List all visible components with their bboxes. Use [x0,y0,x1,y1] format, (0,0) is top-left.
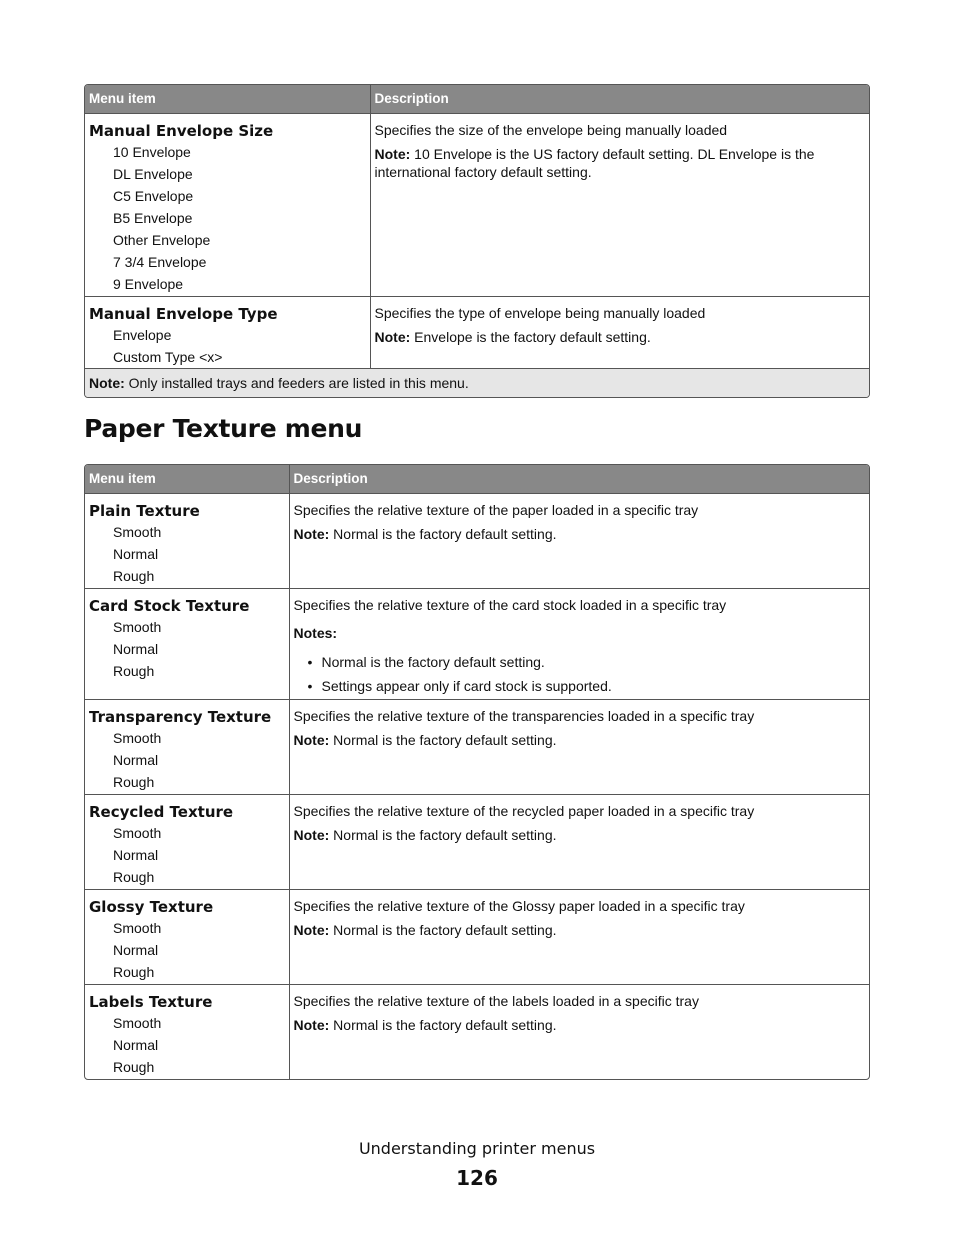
section-title: Paper Texture menu [84,414,363,443]
description-text: Specifies the relative texture of the transparencies loaded in a specific tray [293,707,755,724]
menu-item-cell [85,699,289,794]
note-label: Note: [374,328,411,345]
menu-item-name: Glossy Texture [89,897,214,916]
table-row [85,588,869,699]
note-label: Note: [293,525,330,542]
menu-option: Rough [113,567,155,584]
menu-option: Smooth [113,618,162,635]
menu-option: Smooth [113,729,162,746]
column-header-menu-item: Menu item [85,465,289,493]
note [294,1016,866,1034]
menu-option: Other Envelope [113,231,211,248]
notes-label: Notes: [293,624,338,641]
menu-option: Rough [113,868,155,885]
menu-option: Normal [113,545,159,562]
envelope-menu-table [84,84,870,398]
description-cell [370,113,869,296]
note [375,328,866,346]
column-header-menu-item: Menu item [85,85,370,113]
menu-item-cell [85,113,370,296]
description-cell [289,493,869,588]
menu-option: Rough [113,662,155,679]
description-text: Specifies the size of the envelope being manually loaded [374,121,728,138]
menu-item-name: Manual Envelope Size [89,121,274,140]
note-text: Normal is the factory default setting. [329,826,557,843]
menu-item-cell [85,984,289,1079]
table-footnote [85,368,869,397]
menu-option: 7 3/4 Envelope [113,253,207,270]
description-text: Specifies the relative texture of the Glossy paper loaded in a specific tray [293,897,745,914]
table-row [85,296,869,368]
menu-option: Smooth [113,523,162,540]
description-text: Specifies the relative texture of the labels loaded in a specific tray [293,992,699,1009]
description-cell [289,794,869,889]
note-text: Normal is the factory default setting. [329,1016,557,1033]
menu-option: Smooth [113,919,162,936]
note-label: Note: [89,374,125,391]
note-text: Normal is the factory default setting. [329,731,557,748]
description-text: Specifies the relative texture of the recycled paper loaded in a specific tray [293,802,755,819]
paper-texture-menu-table [84,464,870,1080]
note [294,525,866,543]
table-row [85,794,869,889]
description-text: Specifies the type of envelope being manually loaded [374,304,706,321]
note [294,731,866,749]
list-item: • Normal is the factory default setting. [322,650,866,674]
note-label: Note: [293,921,330,938]
menu-item-cell [85,794,289,889]
note-text: Normal is the factory default setting. [329,525,557,542]
description-cell [289,889,869,984]
menu-item-name: Card Stock Texture [89,596,250,615]
column-header-description: Description [370,85,869,113]
page-number: 126 [456,1166,498,1190]
list-item: • Settings appear only if card stock is supported. [322,674,866,698]
menu-item-name: Manual Envelope Type [89,304,278,323]
menu-option: Envelope [113,326,172,343]
menu-item-name: Transparency Texture [89,707,272,726]
table-row [85,889,869,984]
table-footnote-row [85,368,869,397]
note [294,826,866,844]
menu-item-cell [85,889,289,984]
table-row [85,493,869,588]
table-row [85,699,869,794]
menu-option: Smooth [113,824,162,841]
menu-item-cell [85,296,370,368]
menu-option: Normal [113,751,159,768]
table-row [85,984,869,1079]
menu-item-name: Labels Texture [89,992,213,1011]
note [294,921,866,939]
menu-option: Smooth [113,1014,162,1031]
description-text: Specifies the relative texture of the paper loaded in a specific tray [293,501,699,518]
menu-option: DL Envelope [113,165,193,182]
menu-option: Rough [113,773,155,790]
note-text: 10 Envelope is the US factory default setting. DL Envelope is the international factory default setting. [374,145,815,180]
note-text: Only installed trays and feeders are listed in this menu. [124,374,469,391]
description-text: Specifies the relative texture of the card stock loaded in a specific tray [293,596,727,613]
menu-item-cell [85,493,289,588]
description-cell [289,984,869,1079]
description-cell [289,588,869,699]
description-cell [289,699,869,794]
menu-option: B5 Envelope [113,209,193,226]
menu-option: 10 Envelope [113,143,191,160]
menu-item-cell [85,588,289,699]
menu-item-name: Plain Texture [89,501,200,520]
menu-option: Normal [113,846,159,863]
note-text: Envelope is the factory default setting. [410,328,651,345]
menu-item-name: Recycled Texture [89,802,234,821]
menu-option: Rough [113,1058,155,1075]
note-text: Normal is the factory default setting. [329,921,557,938]
column-header-description: Description [289,465,869,493]
note-label: Note: [293,826,330,843]
description-cell [370,296,869,368]
note-label: Note: [293,1016,330,1033]
note-label: Note: [293,731,330,748]
table-row [85,113,869,296]
menu-option: 9 Envelope [113,275,184,292]
notes-list [294,650,866,698]
menu-option: Normal [113,941,159,958]
menu-option: Rough [113,963,155,980]
footer-title: Understanding printer menus [358,1139,596,1158]
menu-option: Normal [113,640,159,657]
note-label: Note: [374,145,411,162]
menu-option: Normal [113,1036,159,1053]
note [375,145,866,181]
notes [294,624,866,642]
menu-option: Custom Type <x> [113,348,223,365]
menu-option: C5 Envelope [113,187,194,204]
